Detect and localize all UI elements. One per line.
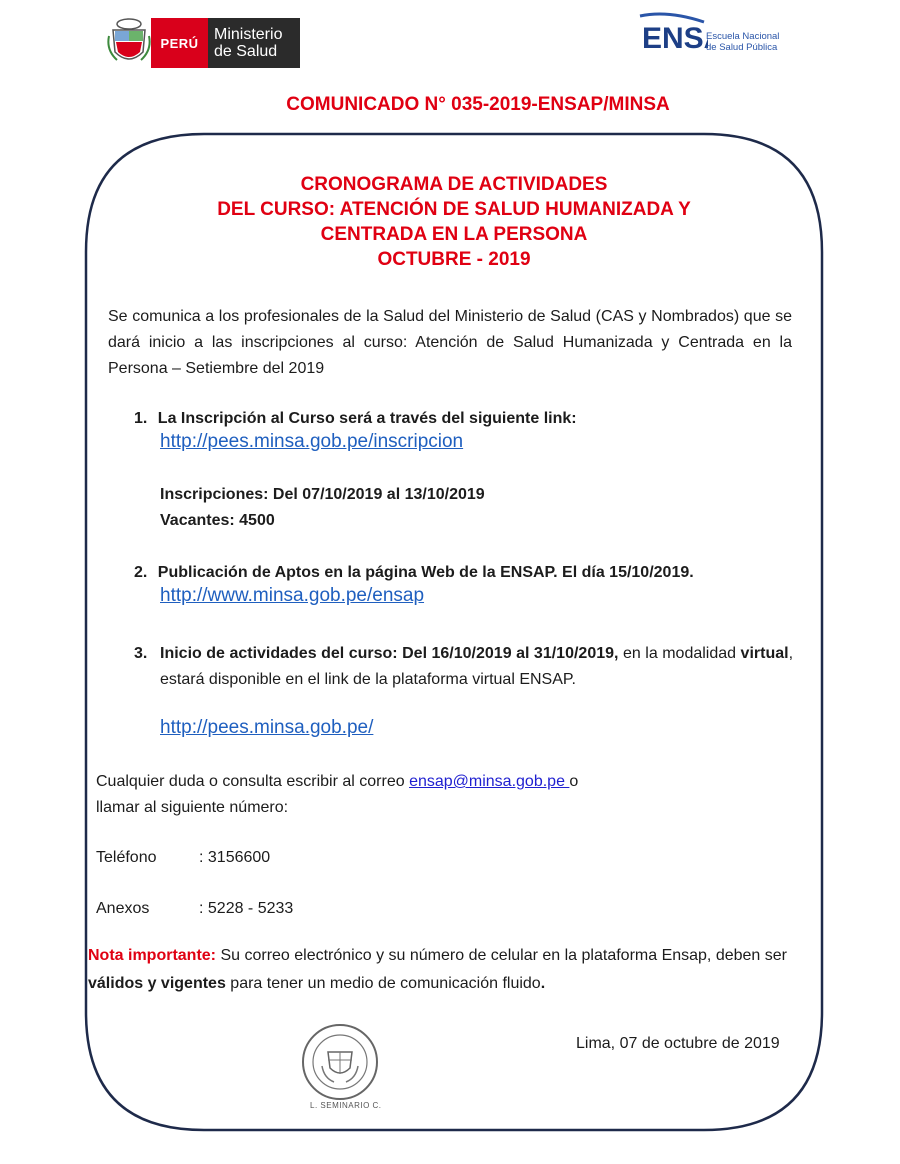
date-place: Lima, 07 de octubre de 2019: [576, 1035, 780, 1052]
peru-coat-of-arms-icon: [107, 16, 151, 68]
ensap-line2: de Salud Pública: [706, 42, 778, 53]
important-note: Nota importante: Su correo electrónico y su número de celular en la plataforma Ensap, deben ser válidos y vigentes para tener un medio de comunicación fluido.: [88, 947, 787, 992]
peru-label: PERÚ: [151, 18, 208, 68]
ensap-logo-e: ENS: [642, 22, 704, 55]
official-seal-icon: [300, 1022, 380, 1102]
item-1: [134, 406, 794, 432]
contact-line2: llamar al siguiente número:: [96, 799, 289, 816]
intro-paragraph: Se comunica a los profesionales de la Salud del Ministerio de Salud (CAS y Nombrados) que se dará inicio a las inscripciones al curso: Atención de Salud Humanizada y Centrada en la Persona – Setiembre del 2019: [108, 308, 792, 377]
ministerio-line2: de Salud: [214, 43, 278, 60]
heading-line1: CRONOGRAMA DE ACTIVIDADES: [300, 174, 608, 195]
communique-title: COMUNICADO N° 035-2019-ENSAP/MINSA: [286, 94, 670, 115]
ministerio-line1: Ministerio: [214, 26, 283, 43]
vacancies: Vacantes: 4500: [160, 512, 275, 529]
ensap-web-link[interactable]: http://www.minsa.gob.pe/ensap: [160, 585, 425, 606]
ensap-name: [706, 31, 779, 53]
item-2: [134, 560, 814, 586]
item-2-number: 2.: [134, 564, 148, 581]
annex-value: : 5228 - 5233: [199, 900, 294, 917]
email-link[interactable]: ensap@minsa.gob.pe: [409, 773, 570, 790]
heading-line4: OCTUBRE - 2019: [377, 249, 531, 270]
item-1-text: La Inscripción al Curso será a través del siguiente link:: [157, 410, 577, 427]
phone-value: : 3156600: [199, 849, 271, 866]
ensap-line1: Escuela Nacional: [706, 31, 780, 42]
annex-label: Anexos: [96, 900, 150, 917]
inscription-link[interactable]: http://pees.minsa.gob.pe/inscripcion: [160, 431, 464, 452]
signature-name: L. SEMINARIO C.: [310, 1101, 382, 1110]
heading-line2: DEL CURSO: ATENCIÓN DE SALUD HUMANIZADA Y: [217, 199, 691, 220]
inscription-dates: Inscripciones: Del 07/10/2019 al 13/10/2019: [160, 486, 485, 503]
note-label: Nota importante:: [88, 947, 216, 964]
item-3-text: Inicio de actividades del curso: Del 16/10/2019 al 31/10/2019, en la modalidad virtual, estará disponible en el link de la plataforma virtual ENSAP.: [160, 645, 794, 688]
contact-line1: Cualquier duda o consulta escribir al correo ensap@minsa.gob.pe o: [96, 773, 579, 790]
item-3-number: 3.: [134, 645, 148, 662]
ensap-logo-icon: [638, 12, 708, 70]
ministerio-logo-text: [208, 18, 300, 68]
item-1-number: 1.: [134, 410, 148, 427]
heading-line3: CENTRADA EN LA PERSONA: [320, 224, 588, 245]
phone-label: Teléfono: [96, 849, 157, 866]
platform-link[interactable]: http://pees.minsa.gob.pe/: [160, 717, 374, 738]
schedule-heading: [84, 172, 824, 272]
item-2-text: Publicación de Aptos en la página Web de la ENSAP. El día 15/10/2019.: [157, 564, 694, 581]
